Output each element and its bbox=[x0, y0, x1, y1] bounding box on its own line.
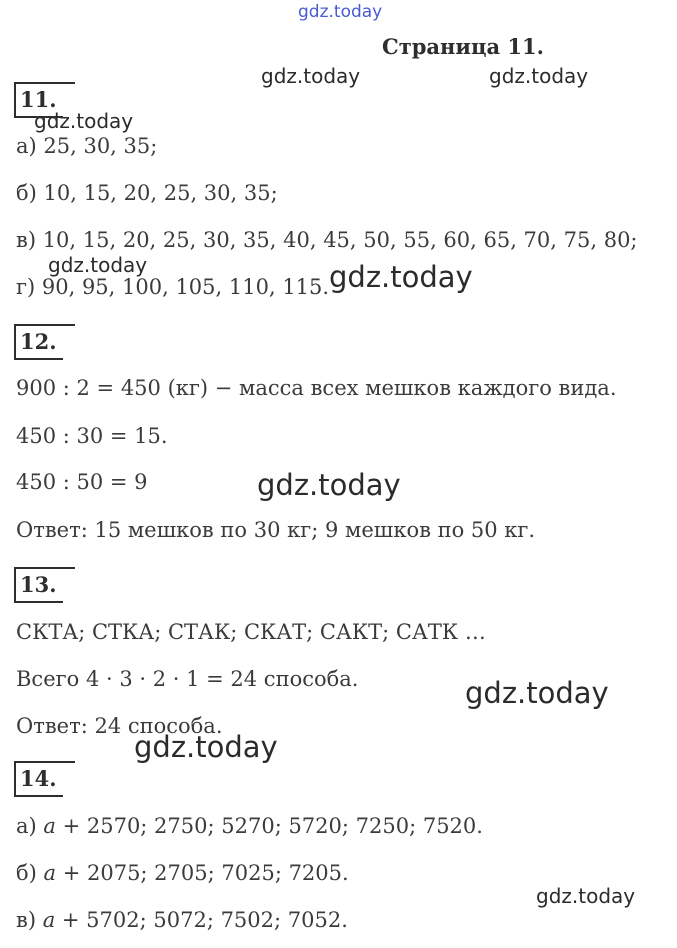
task-number: 11. bbox=[14, 82, 63, 118]
answer-line: 450 : 30 = 15. bbox=[16, 424, 168, 448]
watermark: gdz.today bbox=[48, 253, 148, 277]
answer-line bbox=[16, 908, 348, 932]
task-number: 13. bbox=[14, 567, 63, 603]
line-rest: + 2570; 2750; 5270; 5720; 7250; 7520. bbox=[55, 814, 483, 838]
answer-line: г) 90, 95, 100, 105, 110, 115. bbox=[16, 275, 330, 299]
watermark: gdz.today bbox=[257, 468, 401, 502]
answer-line: СКТА; СТКА; СТАК; СКАТ; САКТ; САТК … bbox=[16, 620, 486, 644]
watermark: gdz.today bbox=[489, 64, 589, 88]
watermark-top: gdz.today bbox=[298, 2, 383, 22]
answer-line: 900 : 2 = 450 (кг) − масса всех мешков каждого вида. bbox=[16, 376, 617, 400]
watermark: gdz.today bbox=[134, 730, 278, 764]
answer-line: Всего 4 · 3 · 2 · 1 = 24 способа. bbox=[16, 667, 359, 691]
answer-line: б) 10, 15, 20, 25, 30, 35; bbox=[16, 181, 278, 205]
variable-a: a bbox=[43, 861, 57, 885]
task-number: 14. bbox=[14, 761, 63, 797]
page-title: Страница 11. bbox=[382, 34, 544, 59]
watermark: gdz.today bbox=[34, 109, 134, 133]
watermark: gdz.today bbox=[329, 260, 473, 294]
answer-line: в) 10, 15, 20, 25, 30, 35, 40, 45, 50, 55, 60, 65, 70, 75, 80; bbox=[16, 228, 638, 252]
watermark: gdz.today bbox=[465, 676, 609, 710]
answer-line: Ответ: 24 способа. bbox=[16, 714, 223, 738]
answer-line: 450 : 50 = 9 bbox=[16, 470, 148, 494]
line-rest: + 2075; 2705; 7025; 7205. bbox=[56, 861, 349, 885]
watermark: gdz.today bbox=[261, 64, 361, 88]
variable-a: a bbox=[42, 908, 56, 932]
watermark: gdz.today bbox=[536, 884, 636, 908]
answer-line: а) 25, 30, 35; bbox=[16, 134, 158, 158]
line-prefix: б) bbox=[16, 861, 44, 885]
answer-line: Ответ: 15 мешков по 30 кг; 9 мешков по 50 кг. bbox=[16, 518, 536, 542]
variable-a: a bbox=[43, 814, 56, 838]
answer-line bbox=[16, 814, 483, 838]
task-number: 12. bbox=[14, 324, 63, 360]
line-prefix: а) bbox=[16, 814, 44, 838]
line-prefix: в) bbox=[16, 908, 43, 932]
answer-line bbox=[16, 861, 349, 885]
line-rest: + 5702; 5072; 7502; 7052. bbox=[55, 908, 348, 932]
